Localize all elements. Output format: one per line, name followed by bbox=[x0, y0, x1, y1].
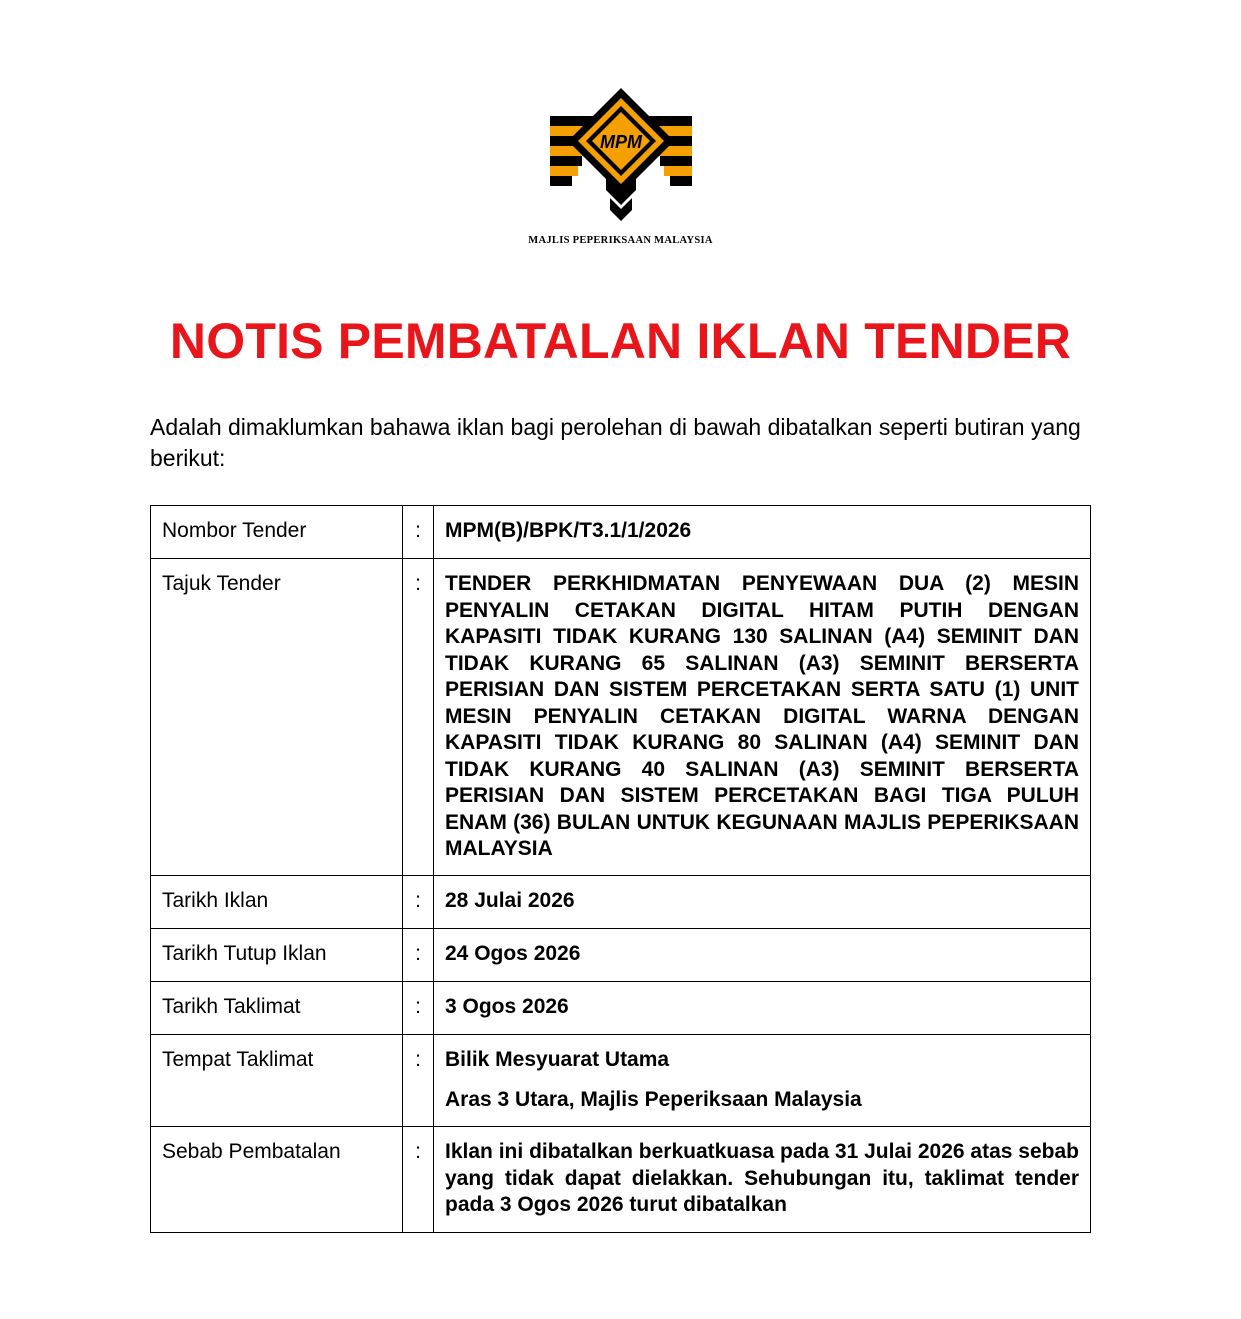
row-value: TENDER PERKHIDMATAN PENYEWAAN DUA (2) MESIN PENYALIN CETAKAN DIGITAL HITAM PUTIH DENGAN KAPASITI TIDAK KURANG 130 SALINAN (A4) SEMINIT DAN TIDAK KURANG 65 SALINAN (A3) SEMINIT BERSERTA PERISIAN DAN SISTEM PERCETAKAN SERTA SATU (1) UNIT MESIN PENYALIN CETAKAN DIGITAL WARNA DENGAN KAPASITI TIDAK KURANG 80 SALINAN (A4) SEMINIT DAN TIDAK KURANG 40 SALINAN (A3) SEMINIT BERSERTA PERISIAN DAN SISTEM PERCETAKAN BAGI TIGA PULUH ENAM (36) BULAN UNTUK KEGUNAAN MAJLIS PEPERIKSAAN MALAYSIA bbox=[434, 559, 1091, 876]
mpm-logo-icon bbox=[546, 86, 696, 228]
venue-line-1: Bilik Mesyuarat Utama bbox=[445, 1048, 670, 1071]
tender-details-table bbox=[150, 505, 1091, 1233]
row-separator: : bbox=[403, 982, 434, 1035]
row-value: 28 Julai 2026 bbox=[434, 876, 1091, 929]
row-label: Sebab Pembatalan bbox=[151, 1127, 403, 1233]
row-separator: : bbox=[403, 506, 434, 559]
row-label: Tempat Taklimat bbox=[151, 1035, 403, 1127]
table-row-tarikh-tutup bbox=[151, 929, 1091, 982]
row-separator: : bbox=[403, 1035, 434, 1127]
table-row-tajuk-tender bbox=[151, 559, 1091, 876]
row-label: Nombor Tender bbox=[151, 506, 403, 559]
row-separator: : bbox=[403, 559, 434, 876]
table-row-tempat-taklimat bbox=[151, 1035, 1091, 1127]
row-separator: : bbox=[403, 876, 434, 929]
page-title: NOTIS PEMBATALAN IKLAN TENDER bbox=[169, 313, 1072, 369]
row-label: Tajuk Tender bbox=[151, 559, 403, 876]
row-value: 3 Ogos 2026 bbox=[434, 982, 1091, 1035]
table-row-tarikh-taklimat bbox=[151, 982, 1091, 1035]
logo bbox=[0, 86, 1241, 228]
intro-text: Adalah dimaklumkan bahawa iklan bagi perolehan di bawah dibatalkan seperti butiran yang berikut: bbox=[150, 414, 1081, 471]
row-label: Tarikh Taklimat bbox=[151, 982, 403, 1035]
row-value bbox=[434, 1035, 1091, 1127]
row-label: Tarikh Tutup Iklan bbox=[151, 929, 403, 982]
row-value: 24 Ogos 2026 bbox=[434, 929, 1091, 982]
table-row-nombor-tender bbox=[151, 506, 1091, 559]
table-row-tarikh-iklan bbox=[151, 876, 1091, 929]
row-label: Tarikh Iklan bbox=[151, 876, 403, 929]
logo-text: MPM bbox=[599, 132, 642, 152]
row-separator: : bbox=[403, 929, 434, 982]
venue-line-2: Aras 3 Utara, Majlis Peperiksaan Malaysia bbox=[445, 1087, 862, 1111]
row-value: Iklan ini dibatalkan berkuatkuasa pada 31 Julai 2026 atas sebab yang tidak dapat dielakkan. Sehubungan itu, taklimat tender pada 3 Ogos 2026 turut dibatalkan bbox=[434, 1127, 1091, 1233]
table-row-sebab-pembatalan bbox=[151, 1127, 1091, 1233]
row-value: MPM(B)/BPK/T3.1/1/2026 bbox=[434, 506, 1091, 559]
row-separator: : bbox=[403, 1127, 434, 1233]
org-name: MAJLIS PEPERIKSAAN MALAYSIA bbox=[528, 235, 713, 246]
